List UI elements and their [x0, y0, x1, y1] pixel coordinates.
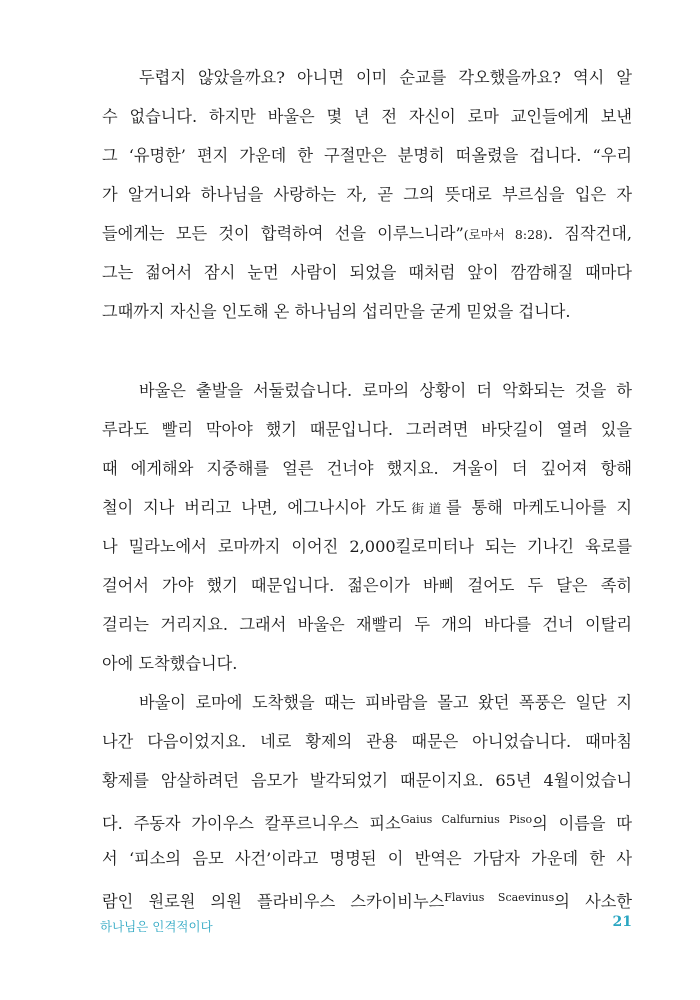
body-line: 걸리는 거리지요. 그래서 바울은 재빨리 두 개의 바다를 건너 이탈리: [102, 615, 632, 634]
body-line: 수 없습니다. 하지만 바울은 몇 년 전 자신이 로마 교인들에게 보낸: [102, 107, 632, 126]
body-line: [102, 214, 632, 253]
body-line: 서 ‘피소의 음모 사건’이라고 명명된 이 반역은 가담자 가운데 한 사: [102, 849, 632, 868]
body-line: 가 알거니와 하나님을 사랑하는 자, 곧 그의 뜻대로 부르심을 입은 자: [102, 185, 632, 204]
body-line: 나 밀라노에서 로마까지 이어진 2,000킬로미터나 되는 기나긴 육로를: [102, 537, 632, 556]
body-line: 그때까지 자신을 인도해 온 하나님의 섭리만을 굳게 믿었을 겁니다.: [102, 302, 571, 321]
page-number: 21: [612, 914, 632, 930]
body-line: 황제를 암살하려던 음모가 발각되었기 때문이지요. 65년 4월이었습니: [102, 771, 632, 790]
body-line: [102, 800, 632, 839]
line-text: 람인 원로원 의원 플라비우스 스카이비누스: [102, 892, 445, 911]
body-line: [102, 488, 632, 527]
line-text: . 짐작건대,: [547, 224, 632, 243]
body-line: 루라도 빨리 막아야 했기 때문입니다. 그러려면 바닷길이 열려 있을: [102, 420, 632, 439]
body-line: 아에 도착했습니다.: [102, 654, 238, 673]
latin-name-annotation: Flavius Scaevinus: [444, 891, 555, 904]
line-text: 철이 지나 버리고 나면, 에그나시아 가도: [102, 498, 407, 517]
body-line: 그 ‘유명한’ 편지 가운데 한 구절만은 분명히 떠올렸을 겁니다. “우리: [102, 146, 632, 165]
line-text: 들에게는 모든 것이 합력하여 선을 이루느니라”: [102, 224, 464, 243]
latin-name-annotation: Gaius Calfurnius Piso: [400, 813, 533, 826]
body-line: 두렵지 않았을까요? 아니면 이미 순교를 각오했을까요? 역시 알: [139, 68, 632, 87]
body-line: [102, 878, 632, 917]
running-footer-title: 하나님은 인격적이다: [100, 919, 213, 934]
bible-citation: (로마서 8:28): [463, 227, 548, 242]
line-text: 다. 주동자 가이우스 칼푸르니우스 피소: [102, 814, 401, 833]
body-line: 때 에게해와 지중해를 얼른 건너야 했지요. 겨울이 더 깊어져 항해: [102, 459, 632, 478]
body-line: 그는 젊어서 잠시 눈먼 사람이 되었을 때처럼 앞이 깜깜해질 때마다: [102, 263, 632, 282]
body-line: 걸어서 가야 했기 때문입니다. 젊은이가 바삐 걸어도 두 달은 족히: [102, 576, 632, 595]
body-line: 나간 다음이었지요. 네로 황제의 관용 때문은 아니었습니다. 때마침: [102, 732, 632, 751]
section-break: [102, 331, 632, 371]
body-line: 바울이 로마에 도착했을 때는 피바람을 몰고 왔던 폭풍은 일단 지: [139, 693, 632, 712]
body-line: 바울은 출발을 서둘렀습니다. 로마의 상황이 더 악화되는 것을 하: [139, 381, 632, 400]
hanja-annotation: 街道: [406, 501, 446, 516]
body-text: [102, 58, 632, 917]
line-text: 의 사소한: [554, 892, 632, 911]
line-text: 를 통해 마케도니아를 지: [445, 498, 632, 517]
line-text: 의 이름을 따: [532, 814, 632, 833]
